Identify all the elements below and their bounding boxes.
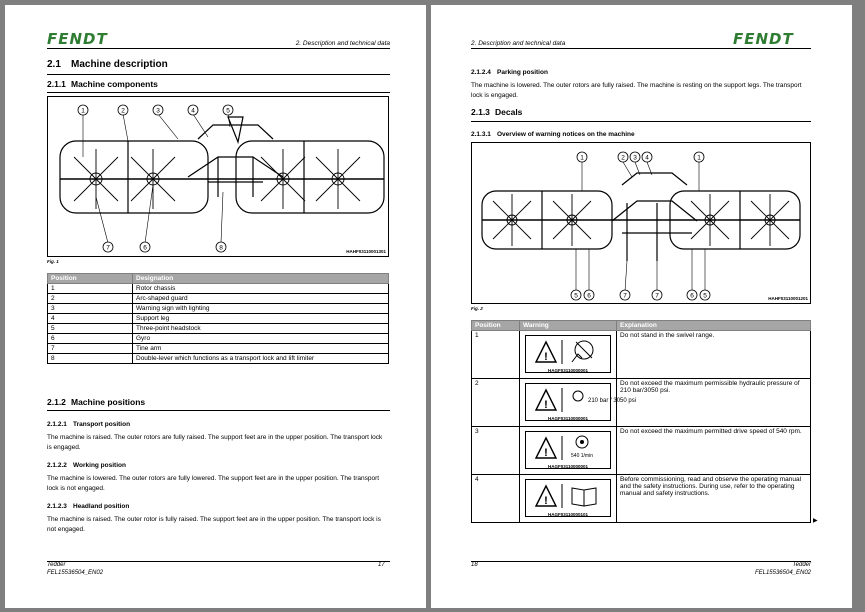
table-cell: Do not exceed the maximum permitted drive speed of 540 rpm. xyxy=(617,427,811,475)
right-page xyxy=(431,5,852,608)
table-row xyxy=(48,334,389,344)
left-page xyxy=(5,5,426,608)
read-manual-warning-icon xyxy=(526,480,610,510)
table-cell: 7 xyxy=(48,344,133,354)
table-row xyxy=(472,427,811,475)
table-row xyxy=(48,344,389,354)
callout-7: 7 xyxy=(623,292,627,300)
page-number: 18 xyxy=(471,562,478,568)
warning-decal-cell xyxy=(520,427,617,475)
svg-text:540 1/min: 540 1/min xyxy=(571,453,593,459)
callout-3: 3 xyxy=(156,107,160,115)
table-cell: Three-point headstock xyxy=(133,324,389,334)
table-row xyxy=(48,324,389,334)
transport-text: The machine is raised. The outer rotors are fully raised. The support feet are in the upper position. The transport lock is engaged. xyxy=(47,434,383,451)
column-header: Position xyxy=(472,321,520,331)
table-row xyxy=(48,354,389,364)
components-table xyxy=(47,273,389,364)
table-row xyxy=(48,294,389,304)
table-cell: 3 xyxy=(472,427,520,475)
figure-label: Fig. 2 xyxy=(471,306,483,311)
warning-decal-cell xyxy=(520,379,637,427)
table-cell: 2 xyxy=(48,294,133,304)
table-cell: Before commissioning, read and observe the operating manual and the safety instructions. During use, refer to the operating manual and safety instructions. xyxy=(617,475,811,523)
svg-text:210 bar / 3050 psi: 210 bar / 3050 psi xyxy=(588,398,637,404)
callout-7: 7 xyxy=(106,244,110,252)
callout-4: 4 xyxy=(645,154,649,162)
table-cell: Double-lever which functions as a transport lock and lift limiter xyxy=(133,354,389,364)
table-row xyxy=(472,331,811,379)
footer-right: Tedder FEL15536504_EN02 xyxy=(754,562,811,576)
table-row xyxy=(48,304,389,314)
decals-rule xyxy=(471,121,811,122)
table-row xyxy=(472,379,811,427)
figure-code: HAHF03110001201 xyxy=(768,296,808,301)
page-number: 17 xyxy=(378,562,385,568)
tedder-decal-diagram xyxy=(472,143,810,303)
callout-6: 6 xyxy=(587,292,591,300)
table-cell: 1 xyxy=(472,331,520,379)
section-rule xyxy=(47,74,390,75)
callout-2: 2 xyxy=(121,107,125,115)
table-cell: 8 xyxy=(48,354,133,364)
working-heading: 2.1.2.2 Working position xyxy=(47,462,126,469)
parking-text: The machine is lowered. The outer rotors are fully raised. The machine is resting on the support legs. The transport lock is engaged. xyxy=(471,82,802,99)
header-title: 2. Description and technical data xyxy=(471,40,566,47)
warning-decal-cell xyxy=(520,331,617,379)
figure-code: HAHF03110001301 xyxy=(346,249,386,254)
column-header: Designation xyxy=(133,274,389,284)
footer-left: Tedder FEL15536504_EN02 xyxy=(47,562,104,576)
overview-heading: 2.1.3.1 Overview of warning notices on the machine xyxy=(471,131,635,138)
callout-1: 1 xyxy=(580,154,584,162)
callout-2: 2 xyxy=(621,154,625,162)
callout-6b: 6 xyxy=(690,292,694,300)
table-row xyxy=(48,314,389,324)
subsection-heading: 2.1.1 Machine components xyxy=(47,79,158,89)
table-cell: Do not exceed the maximum permissible hydraulic pressure of 210 bar/3050 psi. xyxy=(617,379,811,427)
next-page-arrow-icon: ▶ xyxy=(813,518,818,524)
table-cell: Do not stand in the swivel range. xyxy=(617,331,811,379)
callout-5: 5 xyxy=(226,107,230,115)
table-cell: 2 xyxy=(472,379,520,427)
positions-heading: 2.1.2 Machine positions xyxy=(47,397,146,407)
svg-text:!: ! xyxy=(544,495,548,507)
warning-decal: ! 210 bar / 3050 psi HAGF03110000001 xyxy=(525,383,611,421)
table-cell: Gyro xyxy=(133,334,389,344)
svg-text:!: ! xyxy=(544,351,548,363)
table-header-row xyxy=(472,321,811,331)
figure-machine-components xyxy=(47,96,389,257)
figure-decals-overview xyxy=(471,142,811,304)
positions-rule xyxy=(47,410,390,411)
table-cell: Arc-shaped guard xyxy=(133,294,389,304)
brand-logo: FENDT xyxy=(733,30,794,48)
column-header: Explanation xyxy=(617,321,811,331)
callout-1b: 1 xyxy=(697,154,701,162)
table-row xyxy=(472,475,811,523)
warning-decal: ! HAGF03110000101 xyxy=(525,479,611,517)
decals-heading: 2.1.3 Decals xyxy=(471,107,523,117)
column-header: Position xyxy=(48,274,133,284)
figure-label: Fig. 1 xyxy=(47,259,59,264)
tedder-top-view-diagram xyxy=(48,97,388,256)
callout-4: 4 xyxy=(191,107,195,115)
warning-decal: ! 540 1/min HAGF03110000001 xyxy=(525,431,611,469)
table-row xyxy=(48,284,389,294)
table-cell: 5 xyxy=(48,324,133,334)
callout-6: 6 xyxy=(143,244,147,252)
headland-heading: 2.1.2.3 Headland position xyxy=(47,503,130,510)
table-cell: 4 xyxy=(48,314,133,324)
header-title: 2. Description and technical data xyxy=(295,40,390,47)
svg-text:!: ! xyxy=(544,399,548,411)
table-cell: Tine arm xyxy=(133,344,389,354)
callout-3: 3 xyxy=(633,154,637,162)
table-cell: Support leg xyxy=(133,314,389,324)
transport-heading: 2.1.2.1 Transport position xyxy=(47,421,131,428)
section-heading: 2.1 Machine description xyxy=(47,59,168,70)
brand-logo: FENDT xyxy=(47,30,108,48)
table-header-row xyxy=(48,274,389,284)
callout-7b: 7 xyxy=(655,292,659,300)
table-cell: 3 xyxy=(48,304,133,314)
callout-5b: 5 xyxy=(703,292,707,300)
table-cell: Rotor chassis xyxy=(133,284,389,294)
callout-5: 5 xyxy=(574,292,578,300)
warning-decal-cell xyxy=(520,475,617,523)
swivel-range-warning-icon xyxy=(526,336,610,366)
table-cell: Warning sign with lighting xyxy=(133,304,389,314)
parking-heading: 2.1.2.4 Parking position xyxy=(471,69,548,76)
header-rule xyxy=(471,48,811,49)
table-cell: 4 xyxy=(472,475,520,523)
table-cell: 1 xyxy=(48,284,133,294)
callout-1: 1 xyxy=(81,107,85,115)
column-header: Warning xyxy=(520,321,617,331)
table-cell: 6 xyxy=(48,334,133,344)
callout-8: 8 xyxy=(219,244,223,252)
headland-text: The machine is raised. The outer rotor is fully raised. The support feet are in the upper position. The transport lock is not engaged. xyxy=(47,516,381,533)
subsection-rule xyxy=(47,92,390,93)
drive-speed-warning-icon xyxy=(526,432,610,462)
svg-text:!: ! xyxy=(544,447,548,459)
warnings-table xyxy=(471,320,811,523)
warning-decal: ! HAGF03110000001 xyxy=(525,335,611,373)
working-text: The machine is lowered. The outer rotors are fully lowered. The support feet are in the upper position. The transport lock is not engaged. xyxy=(47,475,380,492)
header-rule xyxy=(47,48,390,49)
